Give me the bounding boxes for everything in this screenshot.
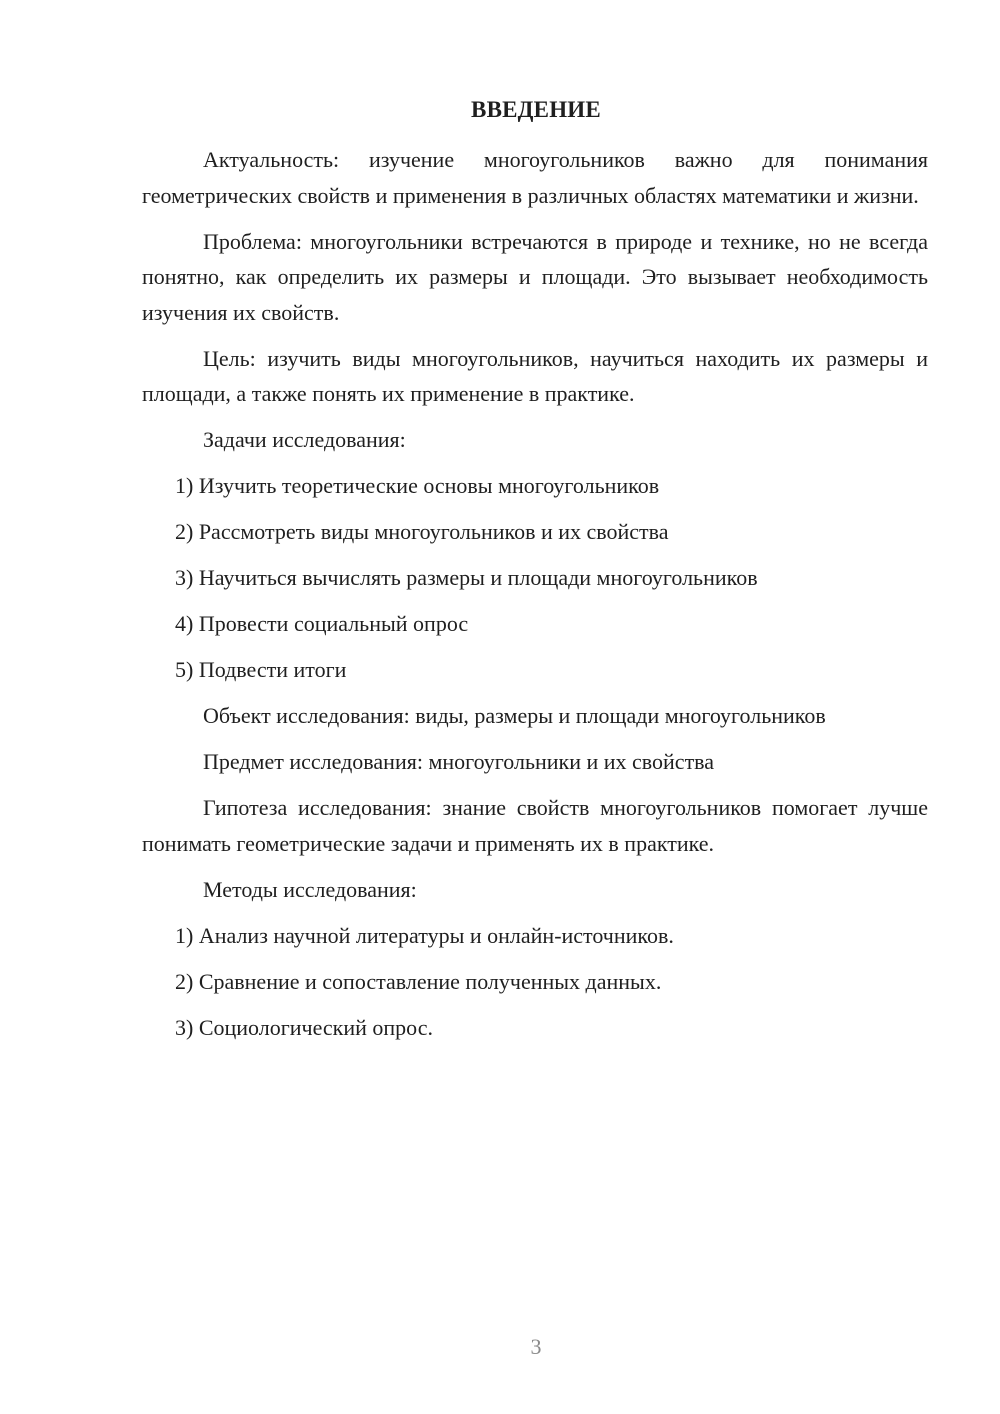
object-paragraph: Объект исследования: виды, размеры и площади многоугольников	[203, 703, 826, 728]
subject-paragraph: Предмет исследования: многоугольники и их свойства	[203, 749, 715, 774]
tasks-label: Задачи исследования:	[203, 427, 406, 452]
method-item-1: 1) Анализ научной литературы и онлайн-источников.	[175, 922, 674, 948]
page-number: 3	[530, 1334, 542, 1359]
task-item-1: 1) Изучить теоретические основы многоугольников	[175, 473, 660, 498]
section-heading: ВВЕДЕНИЕ	[471, 97, 601, 122]
tasks-list	[142, 468, 928, 688]
task-item-2: 2) Рассмотреть виды многоугольников и их свойства	[175, 519, 669, 544]
task-item-5: 5) Подвести итоги	[175, 657, 347, 682]
method-item-3: 3) Социологический опрос.	[175, 1014, 433, 1040]
methods-label: Методы исследования:	[203, 876, 417, 902]
task-item-4: 4) Провести социальный опрос	[175, 611, 469, 636]
goal-paragraph: Цель: изучить виды многоугольников, научиться находить их размеры и площади, а также понять их применение в практике.	[142, 345, 928, 406]
methods-list	[142, 918, 928, 1046]
task-item-3: 3) Научиться вычислять размеры и площади многоугольников	[175, 565, 758, 590]
relevance-paragraph: Актуальность: изучение многоугольников важно для понимания геометрических свойств и применения в различных областях математики и жизни.	[142, 147, 928, 208]
problem-paragraph: Проблема: многоугольники встречаются в природе и технике, но не всегда понятно, как определить их размеры и площади. Это вызывает необходимость изучения их свойств.	[142, 228, 928, 325]
hypothesis-paragraph: Гипотеза исследования: знание свойств многоугольников помогает лучше понимать геометрические задачи и применять их в практике.	[142, 795, 928, 856]
method-item-2: 2) Сравнение и сопоставление полученных данных.	[175, 968, 662, 994]
introduction-body	[142, 142, 928, 1056]
